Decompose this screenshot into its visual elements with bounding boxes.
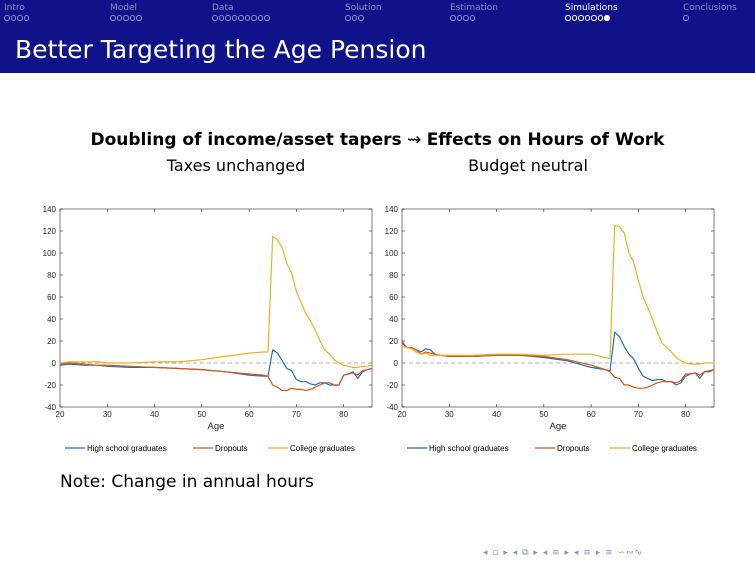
- nav-slide-dot[interactable]: [212, 15, 218, 21]
- nav-section-data[interactable]: Data: [212, 3, 234, 13]
- y-tick-label: 60: [47, 293, 56, 302]
- nav-slide-dot[interactable]: [110, 15, 116, 21]
- nav-slide-dot[interactable]: [4, 15, 10, 21]
- nav-slide-dot[interactable]: [245, 15, 251, 21]
- nav-slide-dot[interactable]: [123, 15, 129, 21]
- y-tick-label: 140: [42, 205, 56, 214]
- nav-slide-dot[interactable]: [258, 15, 264, 21]
- x-tick-label: 30: [444, 410, 454, 419]
- x-tick-label: 60: [586, 410, 596, 419]
- plot-area: [60, 209, 372, 407]
- nav-slide-dot[interactable]: [358, 15, 364, 21]
- nav-section-dots: [450, 15, 475, 21]
- x-tick-label: 20: [397, 410, 407, 419]
- x-tick-label: 50: [197, 410, 207, 419]
- x-tick-label: 50: [539, 410, 549, 419]
- frame-title-bar: [0, 27, 755, 73]
- y-tick-label: -40: [386, 403, 398, 412]
- nav-slide-dot[interactable]: [17, 15, 23, 21]
- legend-label: College graduates: [632, 444, 697, 453]
- nav-slide-dot[interactable]: [470, 15, 476, 21]
- nav-section-solution[interactable]: Solution: [345, 3, 382, 13]
- y-tick-label: 120: [42, 227, 56, 236]
- nav-section-conclusions[interactable]: Conclusions: [683, 3, 737, 13]
- y-tick-label: 60: [389, 293, 398, 302]
- x-tick-label: 20: [55, 410, 65, 419]
- beamer-navigation-symbols[interactable]: ◂ ▫ ▸ ◂ ⧉ ▸ ◂ ≡ ▸ ◂ ≡ ▸ ≡ ∽∾∿: [483, 548, 644, 558]
- nav-slide-dot[interactable]: [251, 15, 257, 21]
- section-navigation-bar: [0, 0, 755, 27]
- nav-slide-dot[interactable]: [117, 15, 123, 21]
- x-tick-label: 80: [339, 410, 349, 419]
- slide-headline: [0, 130, 755, 150]
- nav-slide-dot[interactable]: [219, 15, 225, 21]
- legend-label: Dropouts: [557, 444, 590, 453]
- nav-slide-dot[interactable]: [352, 15, 358, 21]
- nav-slide-dot[interactable]: [683, 15, 689, 21]
- legend-label: High school graduates: [429, 444, 509, 453]
- nav-slide-dot[interactable]: [11, 15, 17, 21]
- nav-slide-dot[interactable]: [565, 15, 571, 21]
- left-panel-sublabel: Taxes unchanged: [166, 156, 306, 175]
- y-tick-label: 100: [384, 249, 398, 258]
- nav-slide-dot[interactable]: [578, 15, 584, 21]
- y-tick-label: 40: [47, 315, 56, 324]
- x-tick-label: 40: [492, 410, 501, 419]
- nav-slide-dot[interactable]: [450, 15, 456, 21]
- footnote: Note: Change in annual hours: [60, 472, 314, 492]
- nav-section-dots: [212, 15, 270, 21]
- nav-slide-dot[interactable]: [264, 15, 270, 21]
- y-tick-label: 140: [384, 205, 398, 214]
- nav-section-dots: [345, 15, 364, 21]
- legend-label: High school graduates: [87, 444, 167, 453]
- y-tick-label: -20: [386, 381, 398, 390]
- nav-slide-dot[interactable]: [604, 15, 610, 21]
- y-tick-label: 0: [393, 359, 398, 368]
- y-tick-label: -20: [44, 381, 56, 390]
- plot-area: [402, 209, 714, 407]
- nav-slide-dot[interactable]: [463, 15, 469, 21]
- y-tick-label: 120: [384, 227, 398, 236]
- headline-right: Effects on Hours of Work: [426, 130, 665, 150]
- nav-section-dots: [4, 15, 29, 21]
- nav-slide-dot[interactable]: [238, 15, 244, 21]
- legend-label: College graduates: [290, 444, 355, 453]
- nav-slide-dot[interactable]: [457, 15, 463, 21]
- squiggle-arrow-icon: ⇝: [407, 130, 422, 150]
- legend: [407, 444, 697, 453]
- y-tick-label: 20: [47, 337, 56, 346]
- x-tick-label: 70: [633, 410, 643, 419]
- nav-section-dots: [565, 15, 610, 21]
- nav-slide-dot[interactable]: [572, 15, 578, 21]
- nav-slide-dot[interactable]: [591, 15, 597, 21]
- nav-section-dots: [110, 15, 142, 21]
- right-panel-sublabel: Budget neutral: [468, 156, 588, 175]
- nav-section-intro[interactable]: Intro: [4, 3, 25, 13]
- chart-taxes-unchanged: [30, 198, 380, 466]
- y-tick-label: 0: [51, 359, 56, 368]
- chart-budget-neutral: [372, 198, 722, 466]
- nav-slide-dot[interactable]: [585, 15, 591, 21]
- nav-slide-dot[interactable]: [345, 15, 351, 21]
- y-tick-label: 80: [47, 271, 56, 280]
- x-axis-label: Age: [207, 421, 225, 432]
- headline-left: Doubling of income/asset tapers: [90, 130, 402, 150]
- y-tick-label: 80: [389, 271, 398, 280]
- nav-slide-dot[interactable]: [225, 15, 231, 21]
- nav-slide-dot[interactable]: [598, 15, 604, 21]
- x-tick-label: 70: [291, 410, 301, 419]
- nav-slide-dot[interactable]: [136, 15, 142, 21]
- nav-slide-dot[interactable]: [24, 15, 30, 21]
- nav-slide-dot[interactable]: [130, 15, 136, 21]
- legend-label: Dropouts: [215, 444, 248, 453]
- y-tick-label: 100: [42, 249, 56, 258]
- nav-section-dots: [683, 15, 689, 21]
- x-tick-label: 40: [150, 410, 159, 419]
- y-tick-label: -40: [44, 403, 56, 412]
- x-tick-label: 80: [681, 410, 691, 419]
- x-tick-label: 30: [102, 410, 112, 419]
- nav-slide-dot[interactable]: [232, 15, 238, 21]
- y-tick-label: 20: [389, 337, 398, 346]
- frame-title: Better Targeting the Age Pension: [15, 35, 427, 64]
- y-tick-label: 40: [389, 315, 398, 324]
- x-tick-label: 60: [244, 410, 254, 419]
- nav-section-estimation[interactable]: Estimation: [450, 3, 498, 13]
- nav-section-model[interactable]: Model: [110, 3, 138, 13]
- x-axis-label: Age: [549, 421, 567, 432]
- nav-section-simulations[interactable]: Simulations: [565, 3, 618, 13]
- legend: [65, 444, 355, 453]
